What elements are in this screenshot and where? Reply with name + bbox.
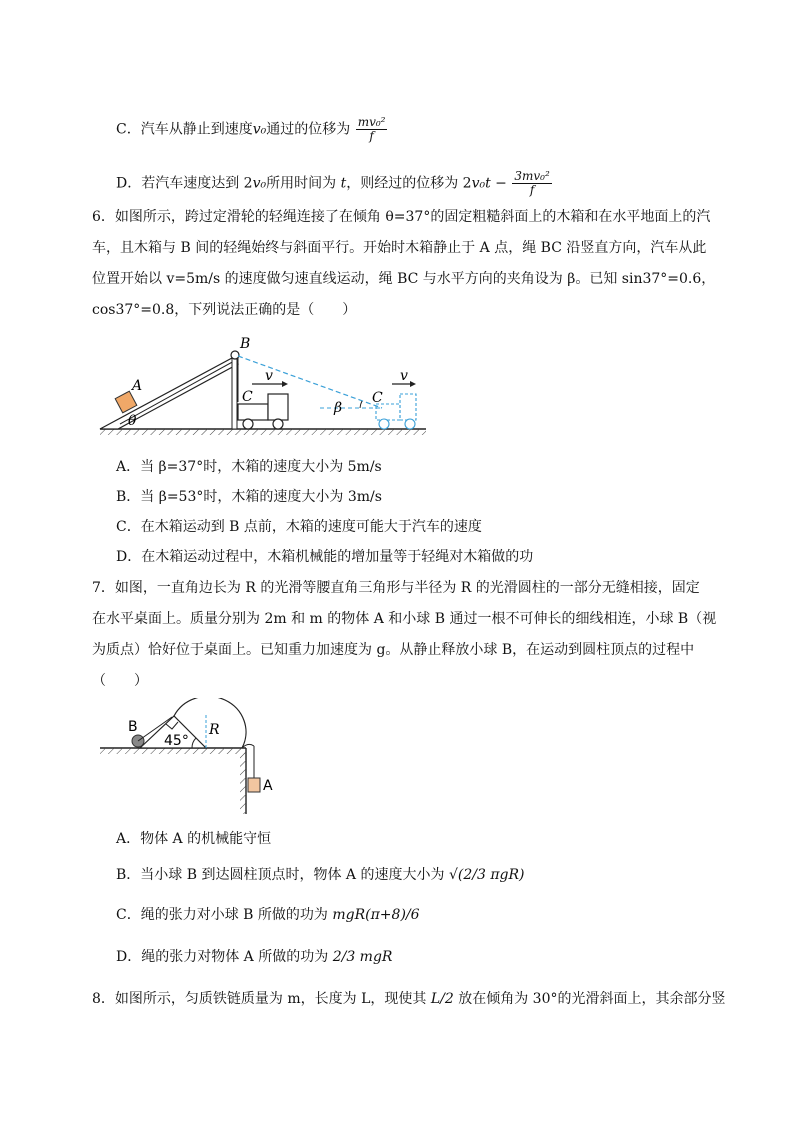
- q7-stem-line1: 7．如图，一直角边长为 R 的光滑等腰直角三角形与半径为 R 的光滑圆柱的一部分无缝相接，固定: [92, 580, 700, 596]
- label-theta: θ: [128, 413, 137, 429]
- table-edge-hatch: [240, 748, 246, 814]
- label-c2: C: [372, 390, 383, 406]
- option-d-expression: 2/3 mgR: [332, 949, 393, 965]
- truck-body-dashed: [376, 404, 400, 420]
- q7-stem-line2: 在水平桌面上。质量分别为 2m 和 m 的物体 A 和小球 B 通过一根不可伸长的细线相连，小球 B（视: [92, 611, 717, 627]
- q7-option-c: C．绳的张力对小球 B 所做的功为 mgR(π+8)/6: [116, 907, 420, 923]
- q7-stem-line3: 为质点）恰好位于桌面上。已知重力加速度为 g。从静止释放小球 B，在运动到圆柱顶点的过程中: [92, 642, 695, 658]
- q6-stem-line1: 6．如图所示，跨过定滑轮的轻绳连接了在倾角 θ=37°的固定粗糙斜面上的木箱和在水平地面上的汽: [92, 209, 711, 225]
- arrowhead: [282, 381, 288, 387]
- q7-figure: [96, 698, 296, 818]
- option-b-expression: √(2/3 πgR): [448, 867, 525, 883]
- q6-option-a: A．当 β=37°时，木箱的速度大小为 5m/s: [116, 459, 382, 475]
- beta-arc: [360, 401, 362, 408]
- truck-wheel-dashed: [379, 419, 389, 429]
- label-b: B: [240, 336, 251, 352]
- label-a: A: [132, 378, 143, 394]
- q6-option-c: C．在木箱运动到 B 点前，木箱的速度可能大于汽车的速度: [116, 519, 482, 535]
- incline: [100, 358, 238, 429]
- block-a: [248, 778, 260, 792]
- label-beta: β: [334, 400, 343, 416]
- label-c1: C: [242, 389, 253, 405]
- q6-stem-line3: 位置开始以 v=5m/s 的速度做匀速直线运动，绳 BC 与水平方向的夹角设为 β。已知 sin37°=0.6，: [92, 271, 716, 287]
- q6-stem-line2: 车，且木箱与 B 间的轻绳始终与斜面平行。开始时木箱静止于 A 点，绳 BC 沿竖直方向，汽车从此: [92, 240, 707, 256]
- pulley-pole: [232, 356, 237, 429]
- q7-option-a: A．物体 A 的机械能守恒: [116, 831, 272, 847]
- truck-wheel-dashed: [405, 419, 415, 429]
- q6-option-b: B．当 β=53°时，木箱的速度大小为 3m/s: [116, 489, 382, 505]
- fraction: $\frac{\text{3mv₀²}}{f}$: [514, 169, 550, 197]
- fraction-l-over-2: L/2: [430, 991, 454, 1007]
- q5-option-d: D．若汽车速度达到 2v₀所用时间为 t，则经过的位移为 2v₀t − $\frac{\text{3mv₀²}}{f}$: [116, 169, 550, 197]
- label-v1: v: [265, 368, 273, 384]
- label-v2: v: [400, 368, 408, 384]
- truck-wheel: [243, 419, 253, 429]
- truck-body: [238, 404, 268, 420]
- label-r: R: [209, 722, 220, 738]
- truck-cab: [268, 394, 288, 420]
- q6-stem-line4: cos37°=0.8，下列说法正确的是（ ）: [92, 302, 357, 318]
- q6-option-d: D．在木箱运动过程中，木箱机械能的增加量等于轻绳对木箱做的功: [116, 549, 534, 565]
- q5-option-c: C．汽车从静止到速度v₀通过的位移为 $\frac{\text{mv₀²}}{f}$: [116, 115, 386, 143]
- rope-bc-dashed: [238, 356, 382, 408]
- pulley: [231, 351, 239, 359]
- q6-figure: [92, 332, 432, 442]
- q7-option-b: B．当小球 B 到达圆柱顶点时，物体 A 的速度大小为 √(2/3 πgR): [116, 867, 525, 883]
- q8-stem-line1: 8．如图所示，匀质铁链质量为 m，长度为 L，现使其 L/2 放在倾角为 30°的光滑斜面上，其余部分竖: [92, 991, 726, 1007]
- label-45: 45°: [164, 733, 189, 749]
- ground-hatch: [100, 429, 426, 435]
- q7-stem-line4: （ ）: [92, 673, 148, 689]
- fraction: $\frac{\text{mv₀²}}{f}$: [357, 115, 386, 143]
- crate-a: [115, 391, 137, 413]
- q7-option-d: D．绳的张力对物体 A 所做的功为 2/3 mgR: [116, 949, 393, 965]
- arrowhead: [410, 381, 416, 387]
- label-b: B: [128, 719, 138, 735]
- label-a: A: [263, 778, 273, 794]
- truck-wheel: [273, 419, 283, 429]
- option-c-expression: mgR(π+8)/6: [332, 907, 420, 923]
- truck-cab-dashed: [400, 394, 416, 420]
